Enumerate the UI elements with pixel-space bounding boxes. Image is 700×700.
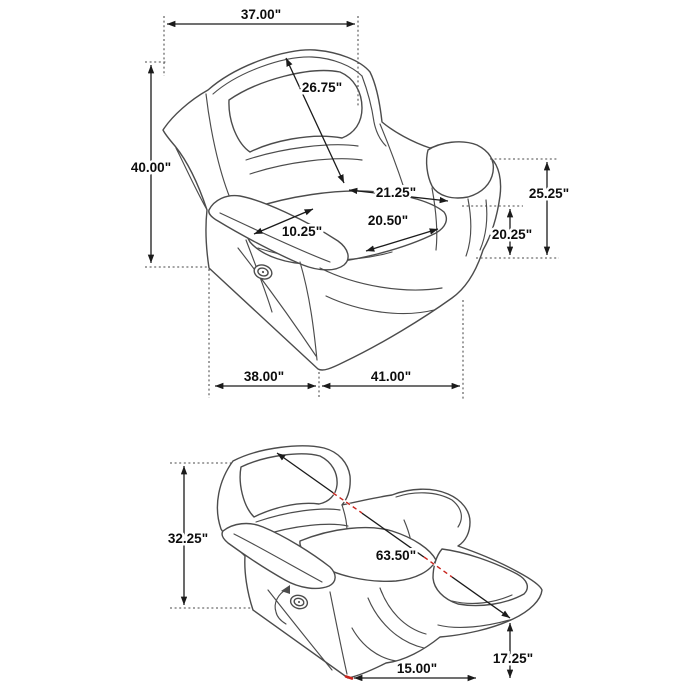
dim-footrest-height-label: 17.25"	[492, 651, 534, 666]
dim-base-depth-label: 38.00"	[243, 369, 285, 384]
dim-seat-height-label: 20.25"	[491, 227, 533, 242]
dim-base-depth	[215, 369, 319, 399]
dim-arm-height-label: 25.25"	[528, 186, 570, 201]
right-armrest	[427, 142, 494, 198]
dim-seat-depth-label: 20.50"	[367, 213, 409, 228]
dim-overall-depth-label: 41.00"	[370, 369, 412, 384]
dim-seat-width-label: 21.25"	[375, 185, 417, 200]
dim-footrest-height	[493, 623, 533, 678]
dim-overall-width-label: 37.00"	[240, 7, 282, 22]
dim-arm-width-label: 10.25"	[281, 224, 323, 239]
dim-reclined-height-label: 32.25"	[167, 531, 209, 546]
dim-overall-height-label: 40.00"	[130, 160, 172, 175]
upright-chair-drawing	[163, 50, 501, 370]
dim-base-projection-label: 15.00"	[396, 661, 438, 676]
dim-back-length-label: 26.75"	[301, 80, 343, 95]
dim-reclined-length-label: 63.50"	[375, 548, 417, 563]
